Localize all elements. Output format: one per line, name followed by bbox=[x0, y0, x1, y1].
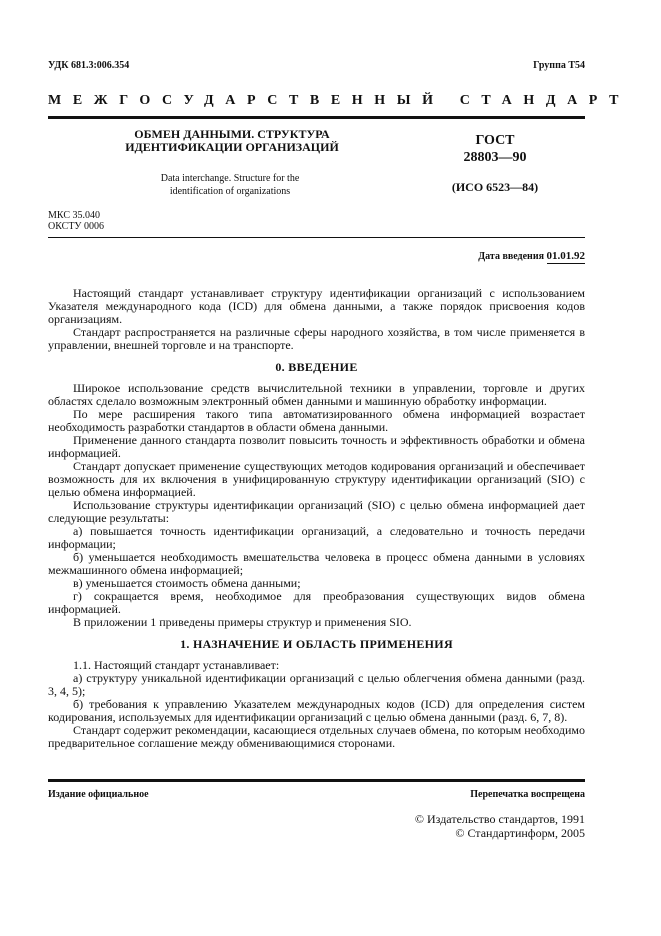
list-item: б) требования к управлению Указателем международных кодов (ICD) для определения систем кодирования, используемых для идентификации организаций с целью обмена данными (разд. 6, 7, 8). bbox=[48, 697, 585, 724]
paragraph: Настоящий стандарт устанавливает структуру идентификации организаций с использованием Указателя международного кода (ICD) для обмена данными, а также порядок присвоения кодов организациям. bbox=[48, 286, 585, 326]
english-title-line-2: identification of organizations bbox=[169, 186, 291, 197]
paragraph: Стандарт содержит рекомендации, касающиеся отдельных случаев обмена, по которым необходимо предварительное соглашение между обменивающимися сторонами. bbox=[48, 723, 585, 750]
gost-label: ГОСТ bbox=[475, 133, 515, 148]
document-body bbox=[48, 287, 585, 750]
section-heading-introduction: 0. ВВЕДЕНИЕ bbox=[275, 360, 358, 374]
list-item: а) структуру уникальной идентификации организаций с целью облегчения обмена данными (разд. 3, 4, 5); bbox=[48, 671, 585, 698]
list-item: а) повышается точность идентификации организаций, а следовательно и точность передачи информации; bbox=[48, 524, 585, 551]
paragraph: Широкое использование средств вычислительной техники в управлении, торговле и других областях сделало возможным электронный обмен данными и машинную обработку информации. bbox=[48, 381, 585, 408]
paragraph: Применение данного стандарта позволит повысить точность и эффективность обработки и обмена информацией. bbox=[48, 433, 585, 460]
copyright-line-2: © Стандартинформ, 2005 bbox=[455, 826, 585, 840]
standard-banner: МЕЖГОСУДАРСТВЕННЫЙ СТАНДАРТ bbox=[48, 93, 631, 108]
okstu-code: ОКСТУ 0006 bbox=[48, 221, 105, 232]
english-title-line-1: Data interchange. Structure for the bbox=[160, 173, 300, 184]
header-rule bbox=[48, 116, 585, 119]
paragraph: Использование структуры идентификации организаций (SIO) с целью обмена информацией дает следующие результаты: bbox=[48, 498, 585, 525]
title-line-1: ОБМЕН ДАННЫМИ. СТРУКТУРА bbox=[134, 127, 330, 141]
section-heading-scope: 1. НАЗНАЧЕНИЕ И ОБЛАСТЬ ПРИМЕНЕНИЯ bbox=[180, 637, 453, 651]
group-code: Группа Т54 bbox=[533, 60, 585, 71]
udk-code: УДК 681.3:006.354 bbox=[48, 60, 130, 71]
iso-reference: (ИСО 6523—84) bbox=[451, 180, 539, 194]
official-edition: Издание официальное bbox=[48, 789, 149, 800]
copyright-block bbox=[415, 812, 585, 840]
date-value: 01.01.92 bbox=[546, 250, 585, 262]
paragraph: 1.1. Настоящий стандарт устанавливает: bbox=[73, 658, 280, 672]
paragraph: В приложении 1 приведены примеры структур и применения SIO. bbox=[73, 615, 412, 629]
reprint-notice: Перепечатка воспрещена bbox=[470, 789, 585, 800]
document-title bbox=[100, 128, 364, 154]
title-block-rule bbox=[48, 237, 585, 238]
copyright-line-1: © Издательство стандартов, 1991 bbox=[414, 812, 585, 826]
gost-number: 28803—90 bbox=[463, 150, 527, 165]
paragraph: Стандарт распространяется на различные сферы народного хозяйства, в том числе применяется в управлении, внешней торговле и на транспорте. bbox=[48, 325, 585, 352]
list-item: г) сокращается время, необходимое для преобразования существующих видов обмена информацией. bbox=[48, 589, 585, 616]
gost-designation bbox=[420, 132, 570, 166]
footer-rule bbox=[48, 779, 585, 782]
list-item: б) уменьшается необходимость вмешательства человека в процесс обмена данными в условиях межмашинного обмена информацией; bbox=[48, 550, 585, 577]
title-line-2: ИДЕНТИФИКАЦИИ ОРГАНИЗАЦИЙ bbox=[125, 140, 339, 154]
classification-codes bbox=[48, 210, 104, 232]
introduction-date bbox=[478, 250, 585, 262]
paragraph: Стандарт допускает применение существующих методов кодирования организаций и обеспечивает возможность для их включения в унифицированную структуру идентификации организаций (SIO) с целью обмена информацией. bbox=[48, 459, 585, 499]
list-item: в) уменьшается стоимость обмена данными; bbox=[73, 576, 301, 590]
date-label: Дата введения bbox=[478, 251, 544, 262]
mks-code: МКС 35.040 bbox=[48, 210, 100, 221]
english-title bbox=[140, 172, 320, 198]
paragraph: По мере расширения такого типа автоматизированного обмена информацией возрастает необходимость разработки стандартов в области обмена данными. bbox=[48, 407, 585, 434]
